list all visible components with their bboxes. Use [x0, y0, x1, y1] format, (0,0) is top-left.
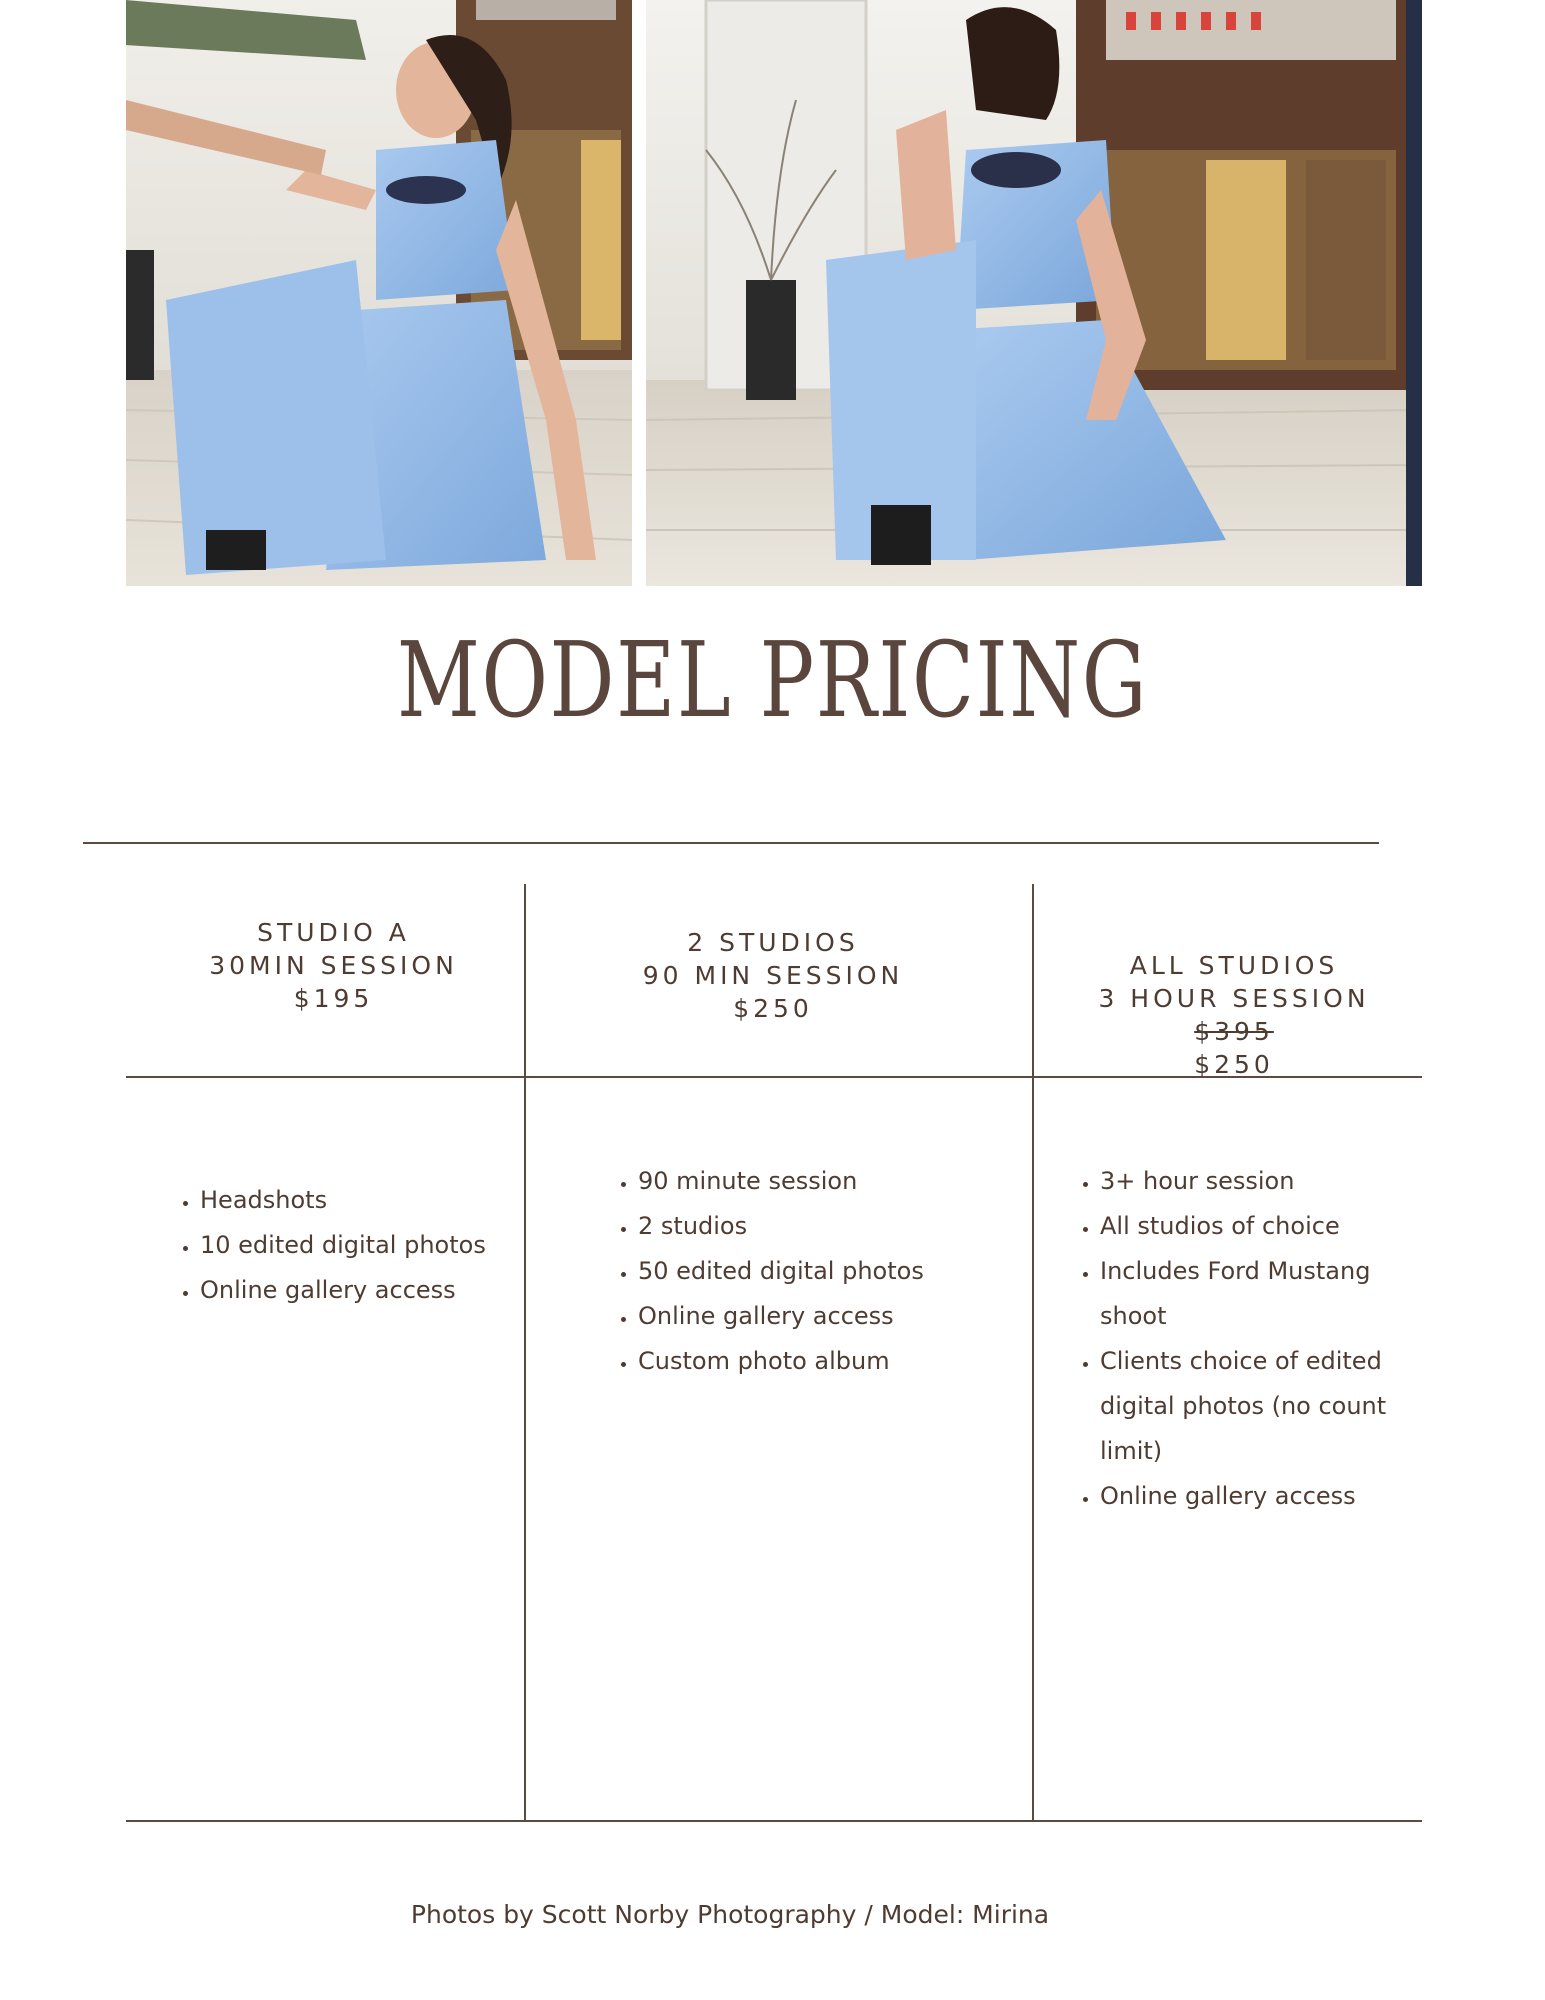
list-item: • All studios of choice [1100, 1204, 1440, 1249]
list-item: • 50 edited digital photos [638, 1249, 1028, 1294]
tier-1-studio: STUDIO A [257, 918, 410, 947]
tier-2-header [526, 926, 1020, 1025]
list-item: • Online gallery access [1100, 1474, 1440, 1519]
tier-3-features [1072, 1159, 1440, 1519]
tier-1-features [172, 1178, 560, 1313]
tier-3-header [1034, 949, 1434, 1081]
tier-1-header [126, 916, 541, 1015]
list-item: • Online gallery access [200, 1268, 560, 1313]
tier-1-session: 30MIN SESSION [209, 951, 458, 980]
list-item: • Clients choice of edited digital photos (no count limit) [1100, 1339, 1440, 1474]
tier-2-studio: 2 STUDIOS [687, 928, 859, 957]
photo-credit: Photos by Scott Norby Photography / Model: Mirina [410, 1900, 1050, 1929]
photo-left [126, 0, 632, 586]
list-item: • Headshots [200, 1178, 560, 1223]
photo-right [646, 0, 1422, 586]
tier-1-price: $195 [293, 984, 374, 1013]
tier-3-old-price: $395 [1194, 1017, 1274, 1046]
title-divider [83, 842, 1379, 844]
tier-3-session: 3 HOUR SESSION [1098, 984, 1370, 1013]
list-item: • 90 minute session [638, 1159, 1028, 1204]
list-item: • 10 edited digital photos [200, 1223, 560, 1268]
tier-3-price: $250 [1194, 1050, 1274, 1079]
model-photo-right-image [646, 0, 1422, 586]
list-item: • Online gallery access [638, 1294, 1028, 1339]
list-item: • Includes Ford Mustang shoot [1100, 1249, 1440, 1339]
list-item: • Custom photo album [638, 1339, 1028, 1384]
tier-2-features [610, 1159, 1028, 1384]
tier-2-session: 90 MIN SESSION [642, 961, 904, 990]
list-item: • 3+ hour session [1100, 1159, 1440, 1204]
model-photo-left-image [126, 0, 632, 586]
tier-3-studio: ALL STUDIOS [1129, 951, 1339, 980]
page-title: MODEL PRICING [396, 619, 1149, 741]
list-item: • 2 studios [638, 1204, 1028, 1249]
table-bottom-divider [126, 1820, 1422, 1822]
tier-2-price: $250 [733, 994, 813, 1023]
